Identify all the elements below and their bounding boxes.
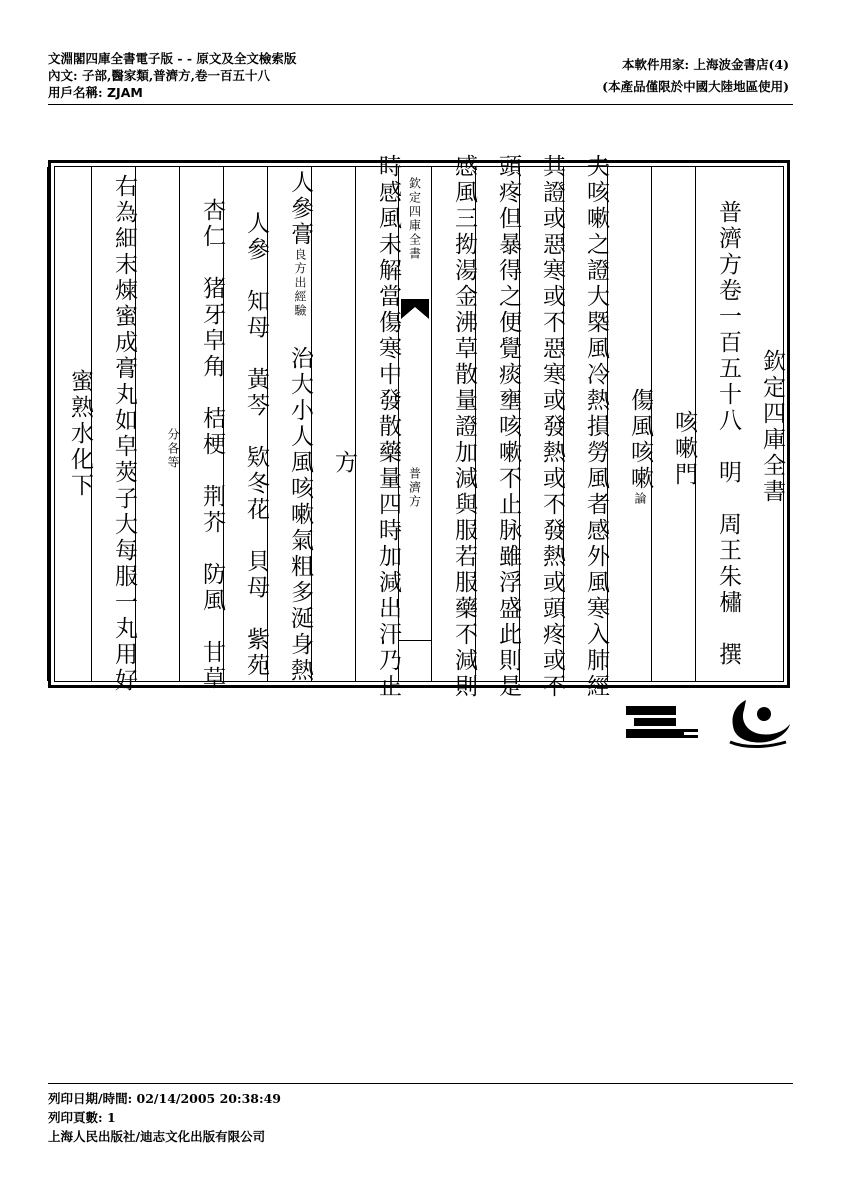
header-divider	[48, 104, 793, 105]
column-fang: 方	[311, 167, 355, 681]
fishtail-mark-icon	[401, 299, 429, 319]
book-page-frame	[48, 154, 790, 700]
header-title: 文淵閣四庫全書電子版 - - 原文及全文檢索版	[48, 51, 297, 66]
publisher: 上海人民出版社/迪志文化出版有限公司	[48, 1129, 266, 1144]
license-text: 本軟件用家: 上海波金書店(4)	[622, 57, 789, 72]
print-date: 列印日期/時間: 02/14/2005 20:38:49	[48, 1091, 282, 1106]
column-volume-title: 普濟方卷一百五十八 明 周王朱橚 撰	[695, 167, 739, 681]
footer-divider	[48, 1083, 793, 1084]
header-content-path: 內文: 子部,醫家類,普濟方,卷一百五十八	[48, 68, 271, 83]
publisher-logo	[626, 696, 796, 752]
user-name: ZJAM	[106, 85, 143, 100]
column-section: 傷風咳嗽論	[607, 167, 651, 681]
recipe-source-note: 出經 良方	[293, 248, 307, 304]
note-lun: 論	[633, 491, 647, 505]
column-text-5: 時感風未解當傷寒中發散藥量四時加減出汗乃止	[355, 167, 399, 681]
column-book-title: 欽定四庫全書	[759, 349, 785, 505]
column-text-1: 夫咳嗽之證大槩風冷熱損勞風者感外風寒入肺經	[563, 167, 607, 681]
header-user	[48, 84, 296, 101]
column-text-3: 頭疼但暴得之便覺痰壅咳嗽不止脉雖浮盛此則是	[475, 167, 519, 681]
gutter-divider	[399, 640, 431, 641]
header-info	[48, 50, 296, 101]
column-instructions-end: 蜜熟水化下	[47, 167, 91, 681]
column-recipe-title: 人參膏 出經 良方 驗 治大小人風咳嗽氣粗多涎身熱	[267, 167, 311, 681]
column-ingredients-2: 杏仁 猪牙皁角 桔梗 荆芥 防風 甘草	[179, 167, 223, 681]
column-chapter: 咳嗽門	[651, 167, 695, 681]
column-text-2: 其證或惡寒或不惡寒或發熱或不發熱或頭疼或不	[519, 167, 563, 681]
print-pages: 列印頁數: 1	[48, 1110, 116, 1125]
column-ingredients-1: 人參 知母 黃芩 欵冬花 貝母 紫苑	[223, 167, 267, 681]
recipe-name: 人參膏	[287, 170, 313, 248]
user-label: 用戶名稱:	[48, 85, 103, 100]
footer-info	[48, 1089, 281, 1146]
column-text-4: 感風三拗湯金沸草散量證加減與服若服藥不減則	[431, 167, 475, 681]
book-page-inner	[54, 154, 785, 700]
column-instructions: 右為細末煉蜜成膏丸如皁莢子大每服一丸用好	[91, 167, 135, 681]
header-license	[602, 54, 789, 98]
region-note: (本產品僅限於中國大陸地區使用)	[602, 79, 789, 94]
recipe-indication: 治大小人風咳嗽氣粗多涎身熱	[287, 346, 313, 684]
gutter-book-title: 欽定四庫全書	[407, 177, 422, 261]
page-gutter	[398, 167, 431, 681]
column-dosage-note: 各等 分	[135, 167, 179, 681]
gutter-volume: 普濟方	[407, 467, 422, 509]
